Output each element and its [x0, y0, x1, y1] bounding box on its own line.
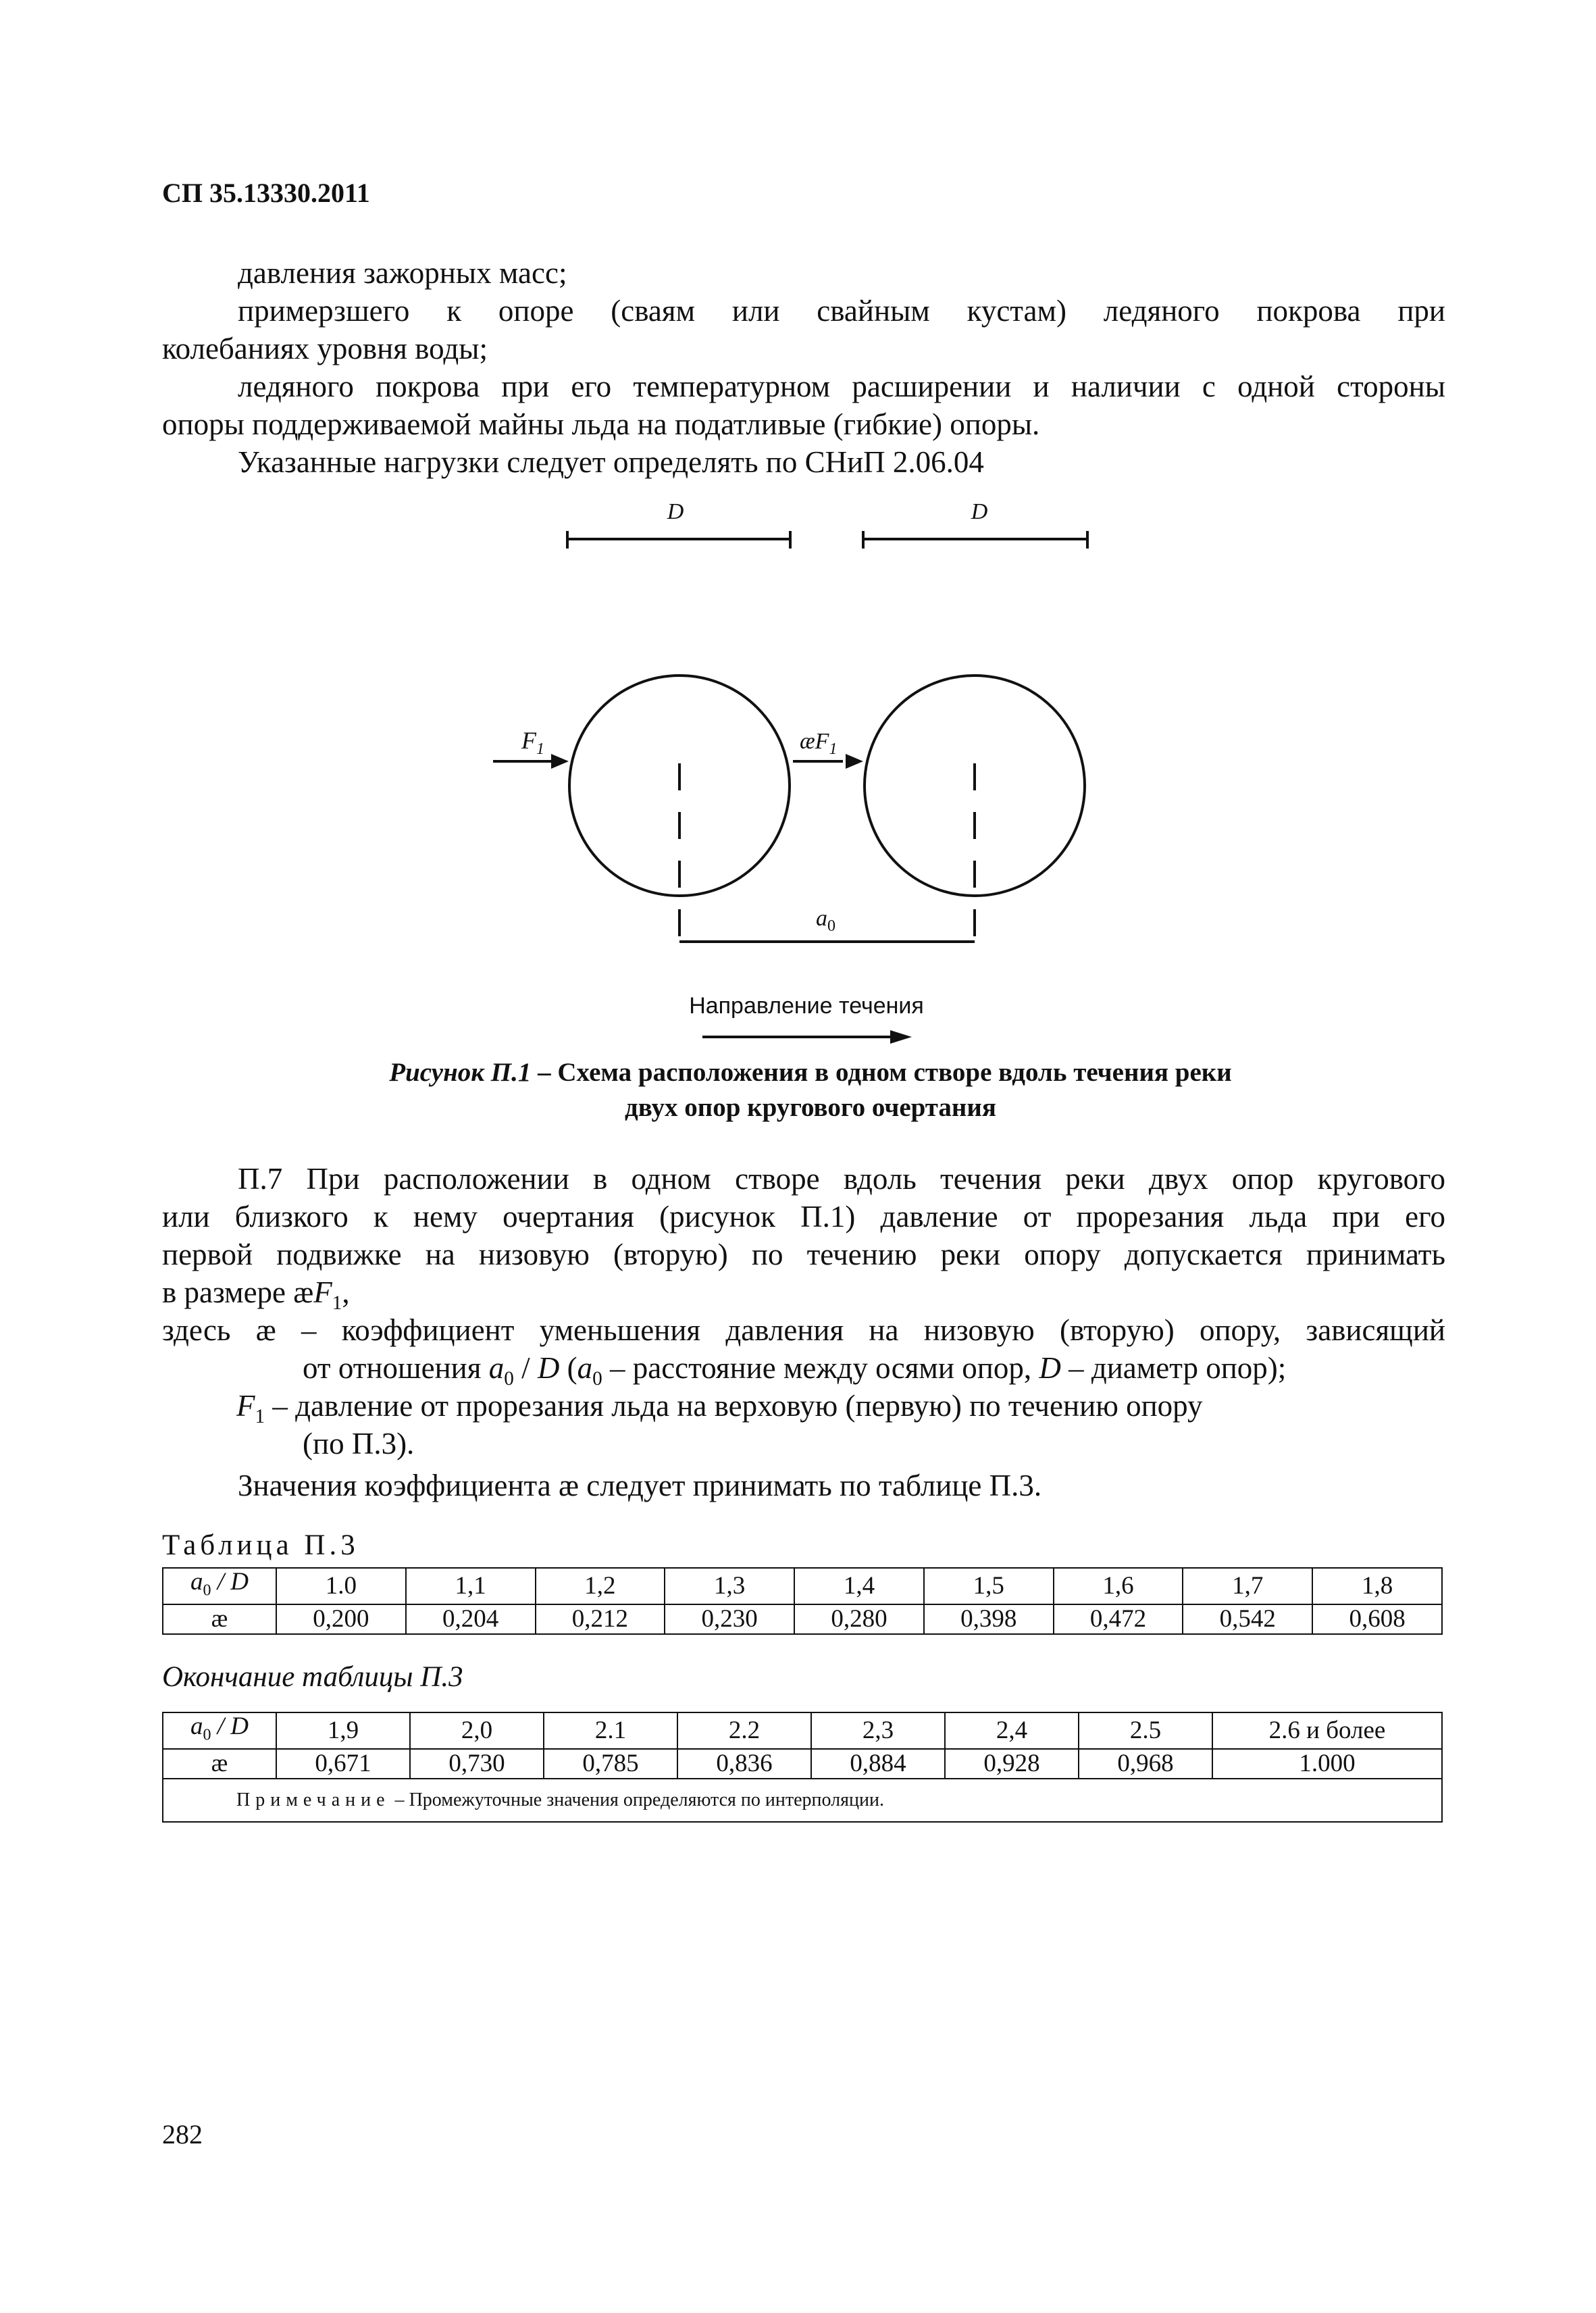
note-text: – Промежуточные значения определяются по интерполяции. — [390, 1789, 884, 1811]
p7-line-4: в размере $æF_1$, — [162, 1275, 350, 1314]
table-cell: 1,1 — [406, 1568, 536, 1604]
table-cell: 1,5 — [924, 1568, 1054, 1604]
table-cell: 1,7 — [1183, 1568, 1312, 1604]
where-line-3: $F_1$ – давление от прорезания льда на верховую (первую) по течению опору — [236, 1389, 1203, 1427]
where-line-4: (по П.3). — [303, 1427, 415, 1460]
intro-paragraph-3 — [162, 367, 1445, 443]
table-cell: 2.5 — [1079, 1712, 1212, 1749]
row-label-ratio: $a_0$ / D — [163, 1568, 276, 1604]
table-row — [163, 1779, 1442, 1822]
table-cell: 0,968 — [1079, 1749, 1212, 1779]
table-cell: 0,472 — [1054, 1604, 1183, 1634]
table-row — [163, 1604, 1442, 1634]
table-cell: 1.0 — [276, 1568, 406, 1604]
arrowhead — [890, 1030, 912, 1044]
table-cell: 1.000 — [1212, 1749, 1442, 1779]
flow-direction-label: Направление течения — [689, 993, 924, 1019]
table-cell: 0,928 — [945, 1749, 1079, 1779]
table-row — [163, 1749, 1442, 1779]
intro-paragraph-2 — [162, 292, 1445, 367]
table-cell: 2.2 — [677, 1712, 811, 1749]
dimension-label-left: D — [667, 499, 684, 524]
figure-caption-line-1: – Схема расположения в одном створе вдоль течения реки — [531, 1058, 1232, 1087]
spacing-label: $a_0$ — [816, 906, 835, 935]
table-cell: 0,200 — [276, 1604, 406, 1634]
table-cell: 0,230 — [665, 1604, 794, 1634]
table-cell: 1,6 — [1054, 1568, 1183, 1604]
table-cell: 2,3 — [811, 1712, 945, 1749]
where-line-1: здесь æ – коэффициент уменьшения давления на низовую (вторую) опору, зависящий — [162, 1313, 1445, 1347]
table-cell: 1,3 — [665, 1568, 794, 1604]
table-cell: 1,4 — [794, 1568, 924, 1604]
p7-line-1: П.7 При расположении в одном створе вдоль течения реки двух опор кругового — [238, 1162, 1445, 1196]
coefficient-table-continued — [162, 1712, 1443, 1823]
document-code-header: СП 35.13330.2011 — [162, 178, 370, 208]
arrowhead — [551, 754, 569, 769]
table-cell: 0,608 — [1312, 1604, 1442, 1634]
intro-line-4: Указанные нагрузки следует определять по СНиП 2.06.04 — [238, 445, 984, 479]
table-cell: 0,212 — [536, 1604, 665, 1634]
p7-line-2: или близкого к нему очертания (рисунок П.1) давление от прорезания льда при его — [162, 1200, 1445, 1234]
force-label-mid: $æF_1$ — [800, 729, 838, 758]
figure-caption-prefix: Рисунок П.1 — [389, 1058, 532, 1087]
table-note — [163, 1779, 1442, 1822]
figure-caption-line-2: двух опор кругового очертания — [625, 1093, 996, 1122]
table-cell: 0,398 — [924, 1604, 1054, 1634]
note-label: Примечание — [236, 1789, 390, 1811]
intro-line-2b: колебаниях уровня воды; — [162, 332, 488, 365]
piers-scheme-figure — [473, 493, 1114, 1047]
p7-line-3: первой подвижке на низовую (вторую) по течению реки опору допускается принимать — [162, 1238, 1445, 1271]
table-cell: 0,884 — [811, 1749, 945, 1779]
intro-line-2a: примерзшего к опоре (сваям или свайным кустам) ледяного покрова при — [238, 294, 1445, 328]
table-cell: 1,8 — [1312, 1568, 1442, 1604]
section-p7-paragraph — [162, 1160, 1445, 1322]
force-label-left: $F_1$ — [521, 727, 544, 758]
values-line: Значения коэффициента æ следует принимать по таблице П.3. — [238, 1469, 1042, 1502]
row-label-coef: æ — [163, 1604, 276, 1634]
where-line-2: от отношения $a_0$ / D ($a_0$ – расстояние между осями опор, D – диаметр опор); — [303, 1351, 1287, 1390]
figure-caption — [284, 1055, 1337, 1125]
intro-line-1: давления зажорных масс; — [238, 256, 567, 290]
table-cell: 0,204 — [406, 1604, 536, 1634]
row-label-coef: æ — [163, 1749, 276, 1779]
table-cell: 2,4 — [945, 1712, 1079, 1749]
table-row — [163, 1568, 1442, 1604]
table-1-title: Таблица П.3 — [162, 1529, 359, 1561]
intro-line-3a: ледяного покрова при его температурном расширении и наличии с одной стороны — [238, 370, 1445, 403]
intro-line-3b: опоры поддерживаемой майны льда на податливые (гибкие) опоры. — [162, 407, 1040, 441]
row-label-ratio: $a_0$ / D — [163, 1712, 276, 1749]
table-cell: 0,785 — [544, 1749, 677, 1779]
table-cell: 0,730 — [410, 1749, 544, 1779]
table-cell: 2.6 и более — [1212, 1712, 1442, 1749]
table-cell: 0,280 — [794, 1604, 924, 1634]
table-cell: 1,2 — [536, 1568, 665, 1604]
page-number: 282 — [162, 2119, 203, 2150]
table-2-title: Окончание таблицы П.3 — [162, 1661, 463, 1693]
table-cell: 0,671 — [276, 1749, 410, 1779]
table-cell: 2,0 — [410, 1712, 544, 1749]
table-cell: 2.1 — [544, 1712, 677, 1749]
table-cell: 0,836 — [677, 1749, 811, 1779]
table-cell: 0,542 — [1183, 1604, 1312, 1634]
table-cell: 1,9 — [276, 1712, 410, 1749]
arrowhead — [846, 754, 863, 769]
table-row — [163, 1712, 1442, 1749]
coefficient-table — [162, 1567, 1443, 1635]
dimension-label-right: D — [971, 499, 988, 524]
